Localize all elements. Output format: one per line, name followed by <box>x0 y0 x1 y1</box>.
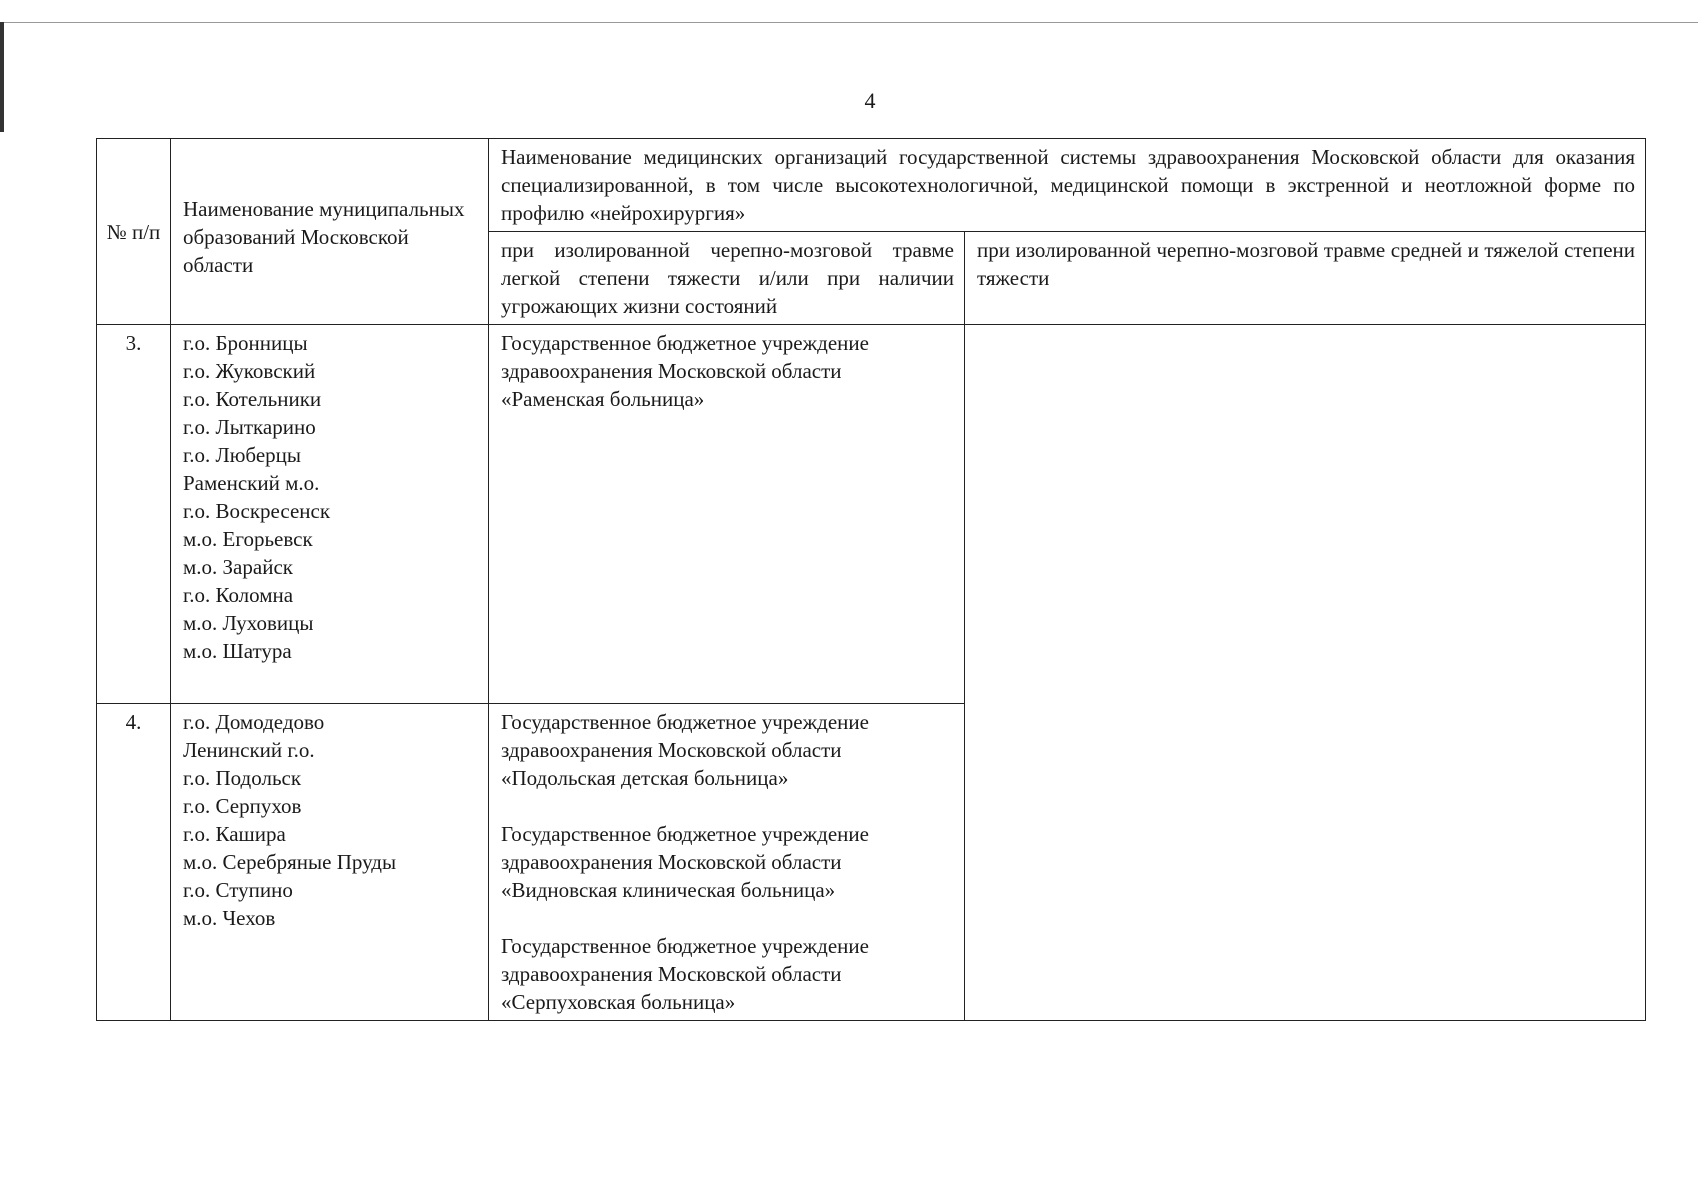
organization-line: Государственное бюджетное учреждение <box>501 331 869 355</box>
organizations-table <box>96 138 1646 1021</box>
municipality-item: г.о. Бронницы <box>183 331 308 355</box>
row-number: 3. <box>97 325 171 704</box>
header-num: № п/п <box>97 139 171 325</box>
organization-line: здравоохранения Московской области <box>501 738 842 762</box>
organization-item <box>501 329 954 413</box>
municipality-list <box>171 325 489 704</box>
header-main: Наименование медицинских организаций государственной системы здравоохранения Московской области для оказания специализированной, в том числе высокотехнологичной, медицинской помощи в экстренной и неотложной форме по профилю «нейрохирургия» <box>489 139 1646 232</box>
municipality-item: Раменский м.о. <box>183 471 320 495</box>
organization-line: здравоохранения Московской области <box>501 962 842 986</box>
municipality-item: г.о. Ступино <box>183 878 293 902</box>
municipality-item: г.о. Воскресенск <box>183 499 331 523</box>
organization-line: «Видновская клиническая больница» <box>501 878 836 902</box>
municipality-item: м.о. Луховицы <box>183 611 314 635</box>
municipality-item: г.о. Лыткарино <box>183 415 316 439</box>
municipality-item: Ленинский г.о. <box>183 738 315 762</box>
table-row <box>97 325 1646 704</box>
municipality-list <box>171 704 489 1021</box>
scan-top-edge <box>0 22 1698 23</box>
row-number: 4. <box>97 704 171 1021</box>
page-number: 4 <box>864 88 876 113</box>
header-sub-light: при изолированной черепно-мозговой травме легкой степени тяжести и/или при наличии угрожающих жизни состояний <box>489 232 965 325</box>
municipality-item: м.о. Зарайск <box>183 555 293 579</box>
municipality-item: г.о. Люберцы <box>183 443 302 467</box>
municipality-item: м.о. Серебряные Пруды <box>183 850 397 874</box>
municipality-item: г.о. Коломна <box>183 583 294 607</box>
municipality-item: г.о. Кашира <box>183 822 286 846</box>
municipality-item: г.о. Подольск <box>183 766 302 790</box>
organization-item <box>501 932 954 1016</box>
organization-line: здравоохранения Московской области <box>501 850 842 874</box>
organization-line: здравоохранения Московской области <box>501 359 842 383</box>
header-municipality: Наименование муниципальных образований Московской области <box>171 139 489 325</box>
organization-item <box>501 820 954 904</box>
organization-line: Государственное бюджетное учреждение <box>501 822 869 846</box>
organization-list <box>489 704 965 1021</box>
organization-list <box>489 325 965 704</box>
organization-line: Государственное бюджетное учреждение <box>501 934 869 958</box>
municipality-item: г.о. Котельники <box>183 387 322 411</box>
organization-line: Государственное бюджетное учреждение <box>501 710 869 734</box>
header-sub-severe: при изолированной черепно-мозговой травме средней и тяжелой степени тяжести <box>965 232 1646 325</box>
municipality-item: г.о. Серпухов <box>183 794 302 818</box>
municipality-item: м.о. Шатура <box>183 639 292 663</box>
table-header-row <box>97 139 1646 232</box>
municipality-item: г.о. Домодедово <box>183 710 325 734</box>
scan-left-edge <box>0 22 4 132</box>
organization-line: «Подольская детская больница» <box>501 766 789 790</box>
municipality-item: м.о. Егорьевск <box>183 527 313 551</box>
severe-organization-cell <box>965 325 1646 1021</box>
organization-line: «Раменская больница» <box>501 387 705 411</box>
municipality-item: м.о. Чехов <box>183 906 276 930</box>
organization-line: «Серпуховская больница» <box>501 990 736 1014</box>
organization-item <box>501 708 954 792</box>
municipality-item: г.о. Жуковский <box>183 359 316 383</box>
